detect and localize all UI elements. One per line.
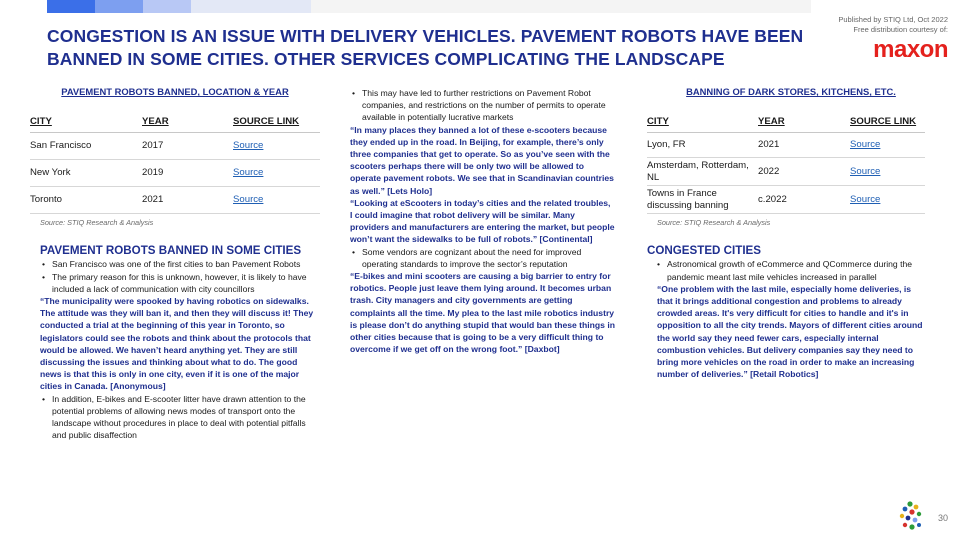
source-link[interactable]: Source: [233, 140, 264, 152]
left-source-note: Source: STIQ Research & Analysis: [40, 218, 154, 228]
list-item: • The primary reason for this is unknown, however, it is likely to have included a lack of communication with city councillors: [42, 271, 320, 295]
source-link[interactable]: Source: [233, 167, 264, 179]
top-bar-segment: [47, 0, 95, 13]
middle-bullets-1: [340, 87, 615, 124]
middle-quote-3: “E-bikes and mini scooters are causing a big barrier to entry for robotics. People just leave them lying around. It becomes urban trash. City managers and city governments are getting complaints all the time. My plea to the last mile robotics industry is please don’t do anything stupid that would ban these things in other cities because that is going to be a very difficult thing to overcome if we get off on the wrong foot.” [Daxbot]: [350, 271, 615, 355]
list-item: • Some vendors are cognizant about the need for improved operating standards to improve the sector’s reputation: [352, 246, 615, 270]
list-item: • San Francisco was one of the first cities to ban Pavement Robots: [42, 258, 320, 270]
table-row: [30, 187, 320, 214]
maxon-logo: maxon: [873, 36, 948, 63]
table-header-row: [647, 112, 925, 133]
col-header-source: SOURCE LINK: [850, 112, 925, 133]
title-line-2: BANNED IN SOME CITIES. OTHER SERVICES COMPLICATING THE LANDSCAPE: [47, 49, 725, 69]
list-item: • This may have led to further restrictions on Pavement Robot companies, and restrictions on the number of permits to operate available in potentially lucrative markets: [352, 87, 615, 124]
table-row: [647, 158, 925, 186]
middle-quote-1: “In many places they banned a lot of these e-scooters because they ended up in the road. In Beijing, for example, there’s only three companies that get to operate. So as you’ve seen with the scooters perhaps there will be only two will be allowed to operate pavement robots. We see that in Scandinavian countries as well.” [Lets Holo]: [350, 124, 614, 196]
table-header-row: [30, 112, 320, 133]
left-quote: “The municipality were spooked by having robotics on sidewalks. The attitude was they will ban it, and then they will discuss it! They conducted a trial at the beginning of this year in Toronto, so legislators could see the robots and think about the protocols that would be allowed. We haven’t heard anything yet. They are still discussing the issues and thinking about what to do. The good news is that this is only in one city, even if it is one of the major cities in Canada. [Anonymous]: [40, 296, 314, 392]
left-table-title: PAVEMENT ROBOTS BANNED, LOCATION & YEAR: [61, 86, 289, 97]
distribution-note: Free distribution courtesy of:: [853, 24, 948, 34]
right-quote: “One problem with the last mile, especially home deliveries, is that it brings additional congestion and problems to already crowded areas. It's very difficult for cities to handle and it's in opposition to all the city trends. Mayors of different cities around the world say they need fewer cars, especially internal combustion vehicles. But delivery companies say they need to bring more vehicles on the road in order to make an increasing number of deliveries.” [Retail Robotics]: [657, 283, 923, 380]
source-link[interactable]: Source: [850, 165, 881, 177]
right-table-title: BANNING OF DARK STORES, KITCHENS, ETC.: [686, 86, 896, 97]
right-column: [647, 86, 935, 380]
year-cell: 2021: [142, 187, 233, 214]
top-bar-segment: [143, 0, 191, 13]
right-section-title: CONGESTED CITIES: [647, 244, 762, 258]
city-cell: Towns in France discussing banning: [647, 186, 758, 214]
table-row: [647, 133, 925, 158]
year-cell: 2021: [758, 133, 850, 158]
col-header-year: YEAR: [142, 112, 233, 133]
col-header-city: CITY: [647, 112, 758, 133]
year-cell: 2017: [142, 133, 233, 160]
top-bar-segment: [95, 0, 143, 13]
col-header-source: SOURCE LINK: [233, 112, 320, 133]
published-by: Published by STIQ Ltd, Oct 2022: [838, 15, 948, 24]
left-column: [30, 86, 320, 441]
table-row: [30, 133, 320, 160]
year-cell: c.2022: [758, 186, 850, 214]
right-bullets: [647, 258, 925, 282]
publisher-note: [728, 15, 948, 34]
left-bullets-1: [30, 258, 320, 295]
top-color-bar: [0, 0, 960, 13]
table-row: [30, 160, 320, 187]
source-link[interactable]: Source: [850, 139, 881, 151]
source-link[interactable]: Source: [233, 194, 264, 206]
page-number: 30: [937, 513, 948, 523]
list-item: • In addition, E-bikes and E-scooter litter have drawn attention to the potential problems of allowing news modes of transport onto the landscape without procedures in place to deal with potential pitfalls and public disaffection: [42, 393, 320, 442]
col-header-year: YEAR: [758, 112, 850, 133]
page-title: [47, 25, 807, 71]
city-cell: San Francisco: [30, 133, 142, 160]
list-item: • Astronomical growth of eCommerce and QCommerce during the pandemic meant last mile vehicles increased in parallel: [657, 258, 925, 282]
source-link[interactable]: Source: [850, 193, 881, 205]
dots-cluster-icon: [896, 500, 926, 532]
middle-column: [340, 87, 615, 355]
table-row: [647, 186, 925, 214]
middle-quote-2: “Looking at eScooters in today’s cities and the related troubles, I could imagine that robot delivery will be similar. Many providers and manufacturers are entering the market, but people won’t want the sidewalks to be full of robots.” [Continental]: [350, 197, 615, 245]
robots-banned-table: [30, 112, 320, 214]
right-source-note: Source: STIQ Research & Analysis: [657, 218, 771, 228]
title-line-1: CONGESTION IS AN ISSUE WITH DELIVERY VEHICLES. PAVEMENT ROBOTS HAVE BEEN: [47, 26, 804, 46]
middle-bullets-2: [340, 246, 615, 270]
top-bar-segment: [311, 0, 811, 13]
year-cell: 2022: [758, 158, 850, 186]
left-bullets-2: [30, 393, 320, 442]
city-cell: Amsterdam, Rotterdam, NL: [647, 158, 758, 186]
top-bar-segment: [191, 0, 311, 13]
year-cell: 2019: [142, 160, 233, 187]
city-cell: Lyon, FR: [647, 133, 758, 158]
col-header-city: CITY: [30, 112, 142, 133]
dark-stores-table: [647, 112, 925, 214]
city-cell: New York: [30, 160, 142, 187]
left-section-title: PAVEMENT ROBOTS BANNED IN SOME CITIES: [40, 244, 302, 258]
city-cell: Toronto: [30, 187, 142, 214]
